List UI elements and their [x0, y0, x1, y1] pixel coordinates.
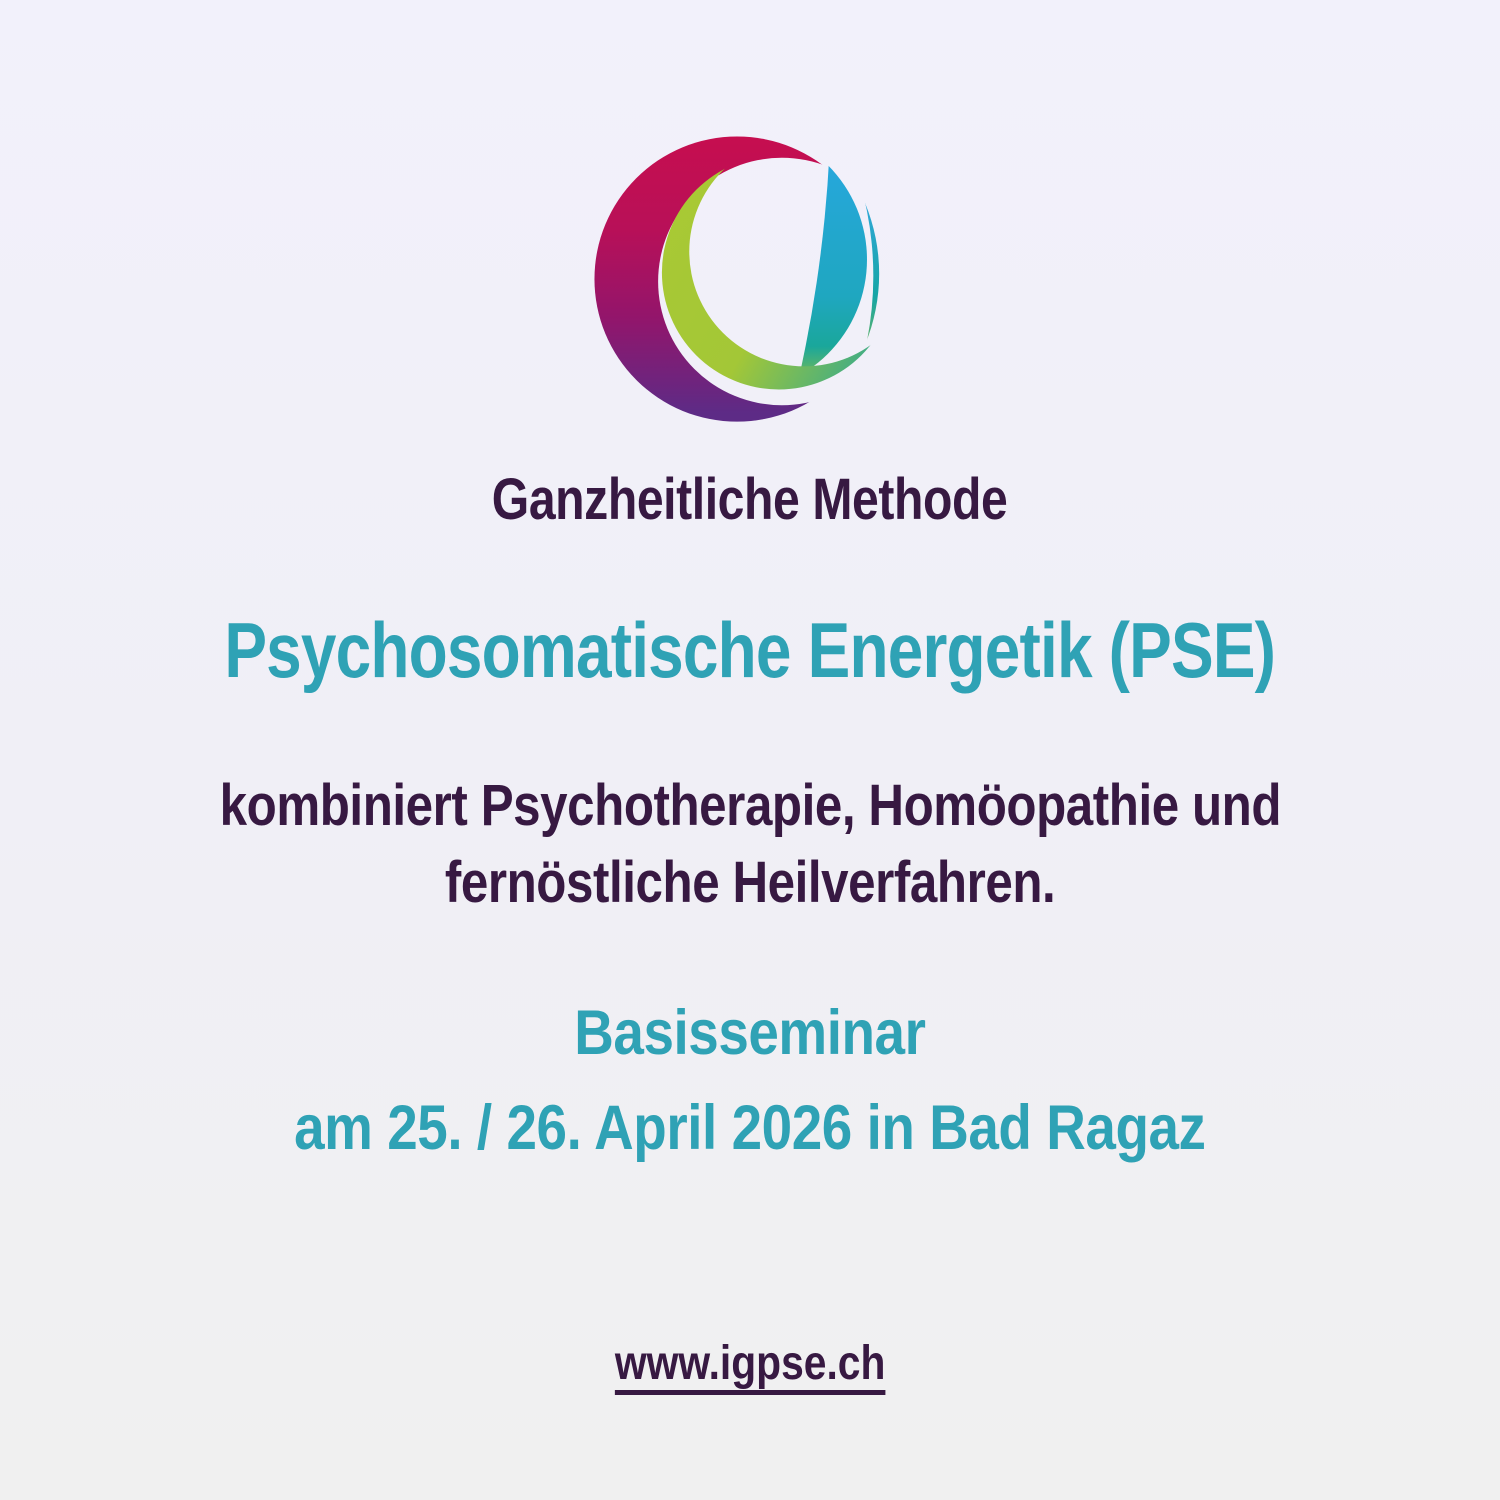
description-line-2: fernöstliche Heilverfahren. [444, 849, 1056, 915]
page-title [0, 606, 1500, 696]
website-row [0, 1336, 1500, 1391]
seminar-info [0, 986, 1500, 1175]
website-link[interactable]: www.igpse.ch [614, 1337, 886, 1390]
tagline-text: Ganzheitliche Methode [492, 467, 1008, 532]
igpse-logo [593, 136, 885, 428]
logo-green-crescent [593, 136, 885, 428]
page-title-text: Psychosomatische Energetik (PSE) [224, 606, 1276, 694]
description [0, 768, 1500, 921]
seminar-date-location: am 25. / 26. April 2026 in Bad Ragaz [294, 1092, 1206, 1163]
seminar-name: Basisseminar [574, 998, 926, 1068]
tagline [0, 466, 1500, 533]
circle-swoosh-logo-icon [593, 136, 885, 428]
description-line-1: kombiniert Psychotherapie, Homöopathie und [219, 773, 1281, 838]
